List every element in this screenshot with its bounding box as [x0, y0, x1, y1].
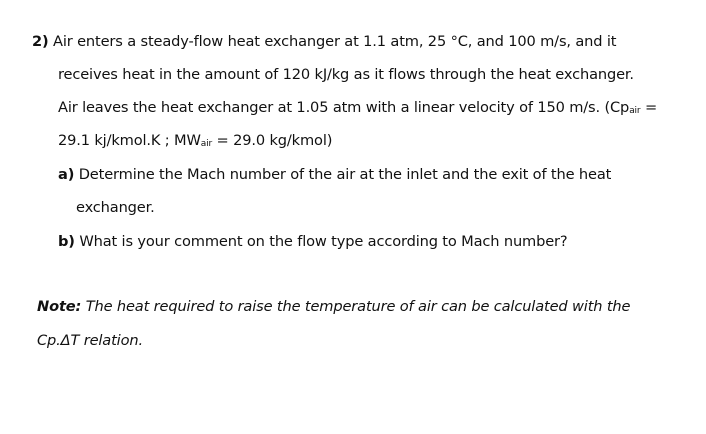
problem-text-3: Air leaves the heat exchanger at 1.05 atm with a linear velocity of 150 m/s. (Cp	[58, 99, 630, 116]
note-line-2: Cp.ΔT relation.	[37, 332, 143, 349]
problem-line-2: receives heat in the amount of 120 kJ/kg as it flows through the heat exchanger.	[58, 66, 634, 83]
problem-text-3-end: =	[640, 99, 658, 116]
note-line-1	[37, 298, 630, 316]
cp-subscript: air	[629, 106, 641, 116]
part-b-label: b)	[58, 233, 75, 250]
part-a-label: a)	[58, 166, 75, 183]
problem-line-3	[58, 99, 657, 120]
note-label: Note:	[37, 298, 82, 315]
mw-subscript: air	[200, 139, 213, 149]
part-a-text-1: Determine the Mach number of the air at the inlet and the exit of the heat	[78, 166, 612, 183]
problem-text-4b: = 29.0 kg/kmol)	[212, 132, 333, 149]
part-a-line-1	[58, 166, 611, 184]
part-b-line	[58, 233, 568, 251]
problem-line-4	[58, 132, 332, 153]
problem-line-1	[32, 33, 616, 51]
part-a-line-2: exchanger.	[76, 199, 155, 216]
problem-number: 2)	[32, 33, 49, 50]
note-text-1: The heat required to raise the temperature of air can be calculated with the	[85, 298, 631, 315]
problem-text-1: Air enters a steady-flow heat exchanger at 1.1 atm, 25 °C, and 100 m/s, and it	[53, 33, 617, 50]
problem-text-4a: 29.1 kj/kmol.K ; MW	[58, 132, 201, 149]
part-b-text: What is your comment on the flow type according to Mach number?	[79, 233, 568, 250]
